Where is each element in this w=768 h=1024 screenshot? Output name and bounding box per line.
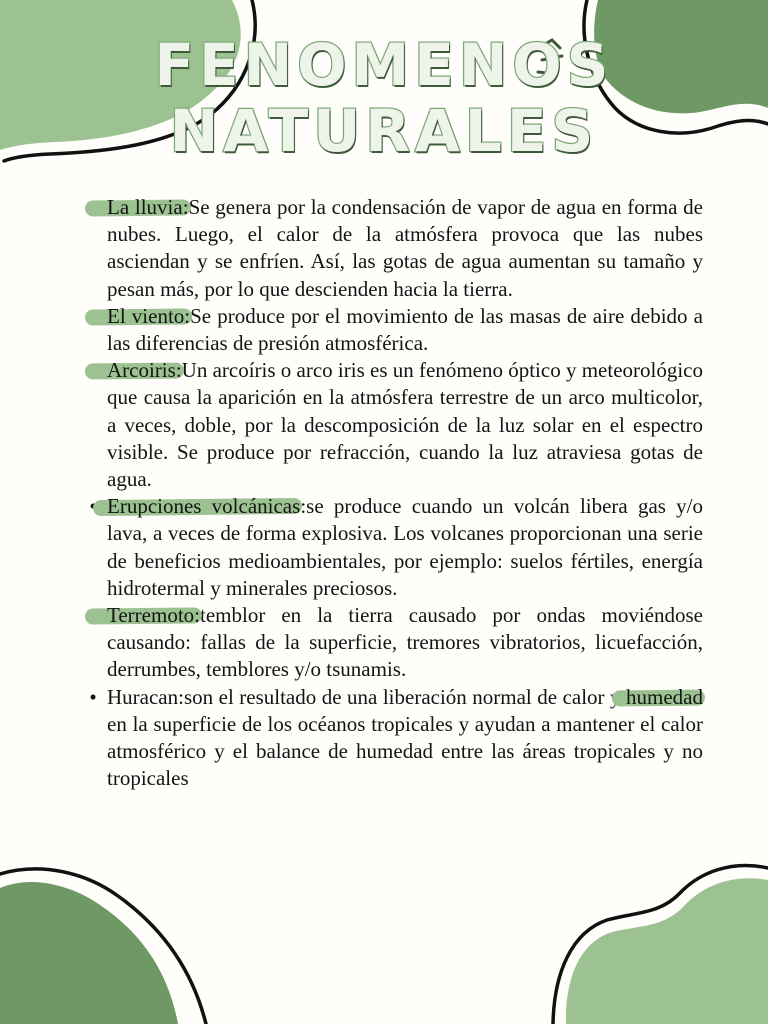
item-description: Se produce por el movimiento de las masas de aire debido a las diferencias de presión atmosférica. [107, 303, 703, 356]
word-highlight: humedad [626, 684, 703, 709]
page-title [0, 32, 768, 164]
bullet-icon: • [89, 603, 97, 628]
blob-bottom-right [566, 878, 768, 1024]
list-item-terremoto [86, 602, 703, 684]
term-highlight: Erupciones volcánicas [107, 494, 301, 519]
bullet-icon: • [89, 195, 97, 219]
item-description: son el resultado de una liberación normal de calor y [183, 684, 627, 709]
title-line-1: FENOMENOS [154, 31, 614, 99]
phenomena-list [86, 194, 703, 792]
bullet-icon: • [89, 303, 97, 328]
list-item-viento [86, 303, 703, 357]
term-label: Huracan: [107, 684, 184, 709]
list-item-erupciones [86, 493, 703, 602]
term-highlight: Arcoiris: [107, 358, 182, 383]
list-item-arcoiris [86, 357, 703, 493]
term-highlight: Terremoto: [107, 603, 200, 628]
list-item-huracan [86, 684, 703, 793]
item-description: Un arcoíris o arco iris es un fenómeno óptico y meteorológico que causa la aparición en la atmósfera terrestre de un arco multicolor, a veces, doble, por la descomposición de la luz solar en el espectro visible. Se produce por refracción, cuando la luz atraviesa gotas de agua. [107, 358, 704, 492]
item-description: temblor en la tierra causado por ondas moviéndose causando: fallas de la superficie, tremores vibratorios, licuefacción, derrumbes, temblores y/o tsunamis. [107, 603, 703, 682]
item-description: Se genera por la condensación de vapor de agua en forma de nubes. Luego, el calor de la atmósfera provoca que las nubes asciendan y se enfríen. Así, las gotas de agua aumentan su tamaño y pesan más, por lo que descienden hacia la tierra. [107, 195, 704, 301]
bullet-icon: • [89, 684, 97, 709]
term-highlight: El viento: [107, 303, 191, 328]
title-line-2: NATURALES [169, 97, 599, 165]
item-description: :se produce cuando un volcán libera gas y/o lava, a veces de forma explosiva. Los volcanes proporcionan una serie de beneficios medioambientales, por ejemplo: suelos fértiles, energía hidrotermal y minerales preciosos. [107, 494, 704, 600]
bullet-icon: • [89, 358, 97, 383]
item-description-cont: en la superficie de los océanos tropicales y ayudan a mantener el calor atmosférico y el balance de humedad entre las áreas tropicales y no tropicales [107, 711, 703, 791]
blob-bottom-left [0, 882, 178, 1024]
bullet-icon: • [89, 494, 97, 519]
list-item-lluvia [86, 194, 703, 303]
term-highlight: La lluvia: [107, 195, 189, 219]
